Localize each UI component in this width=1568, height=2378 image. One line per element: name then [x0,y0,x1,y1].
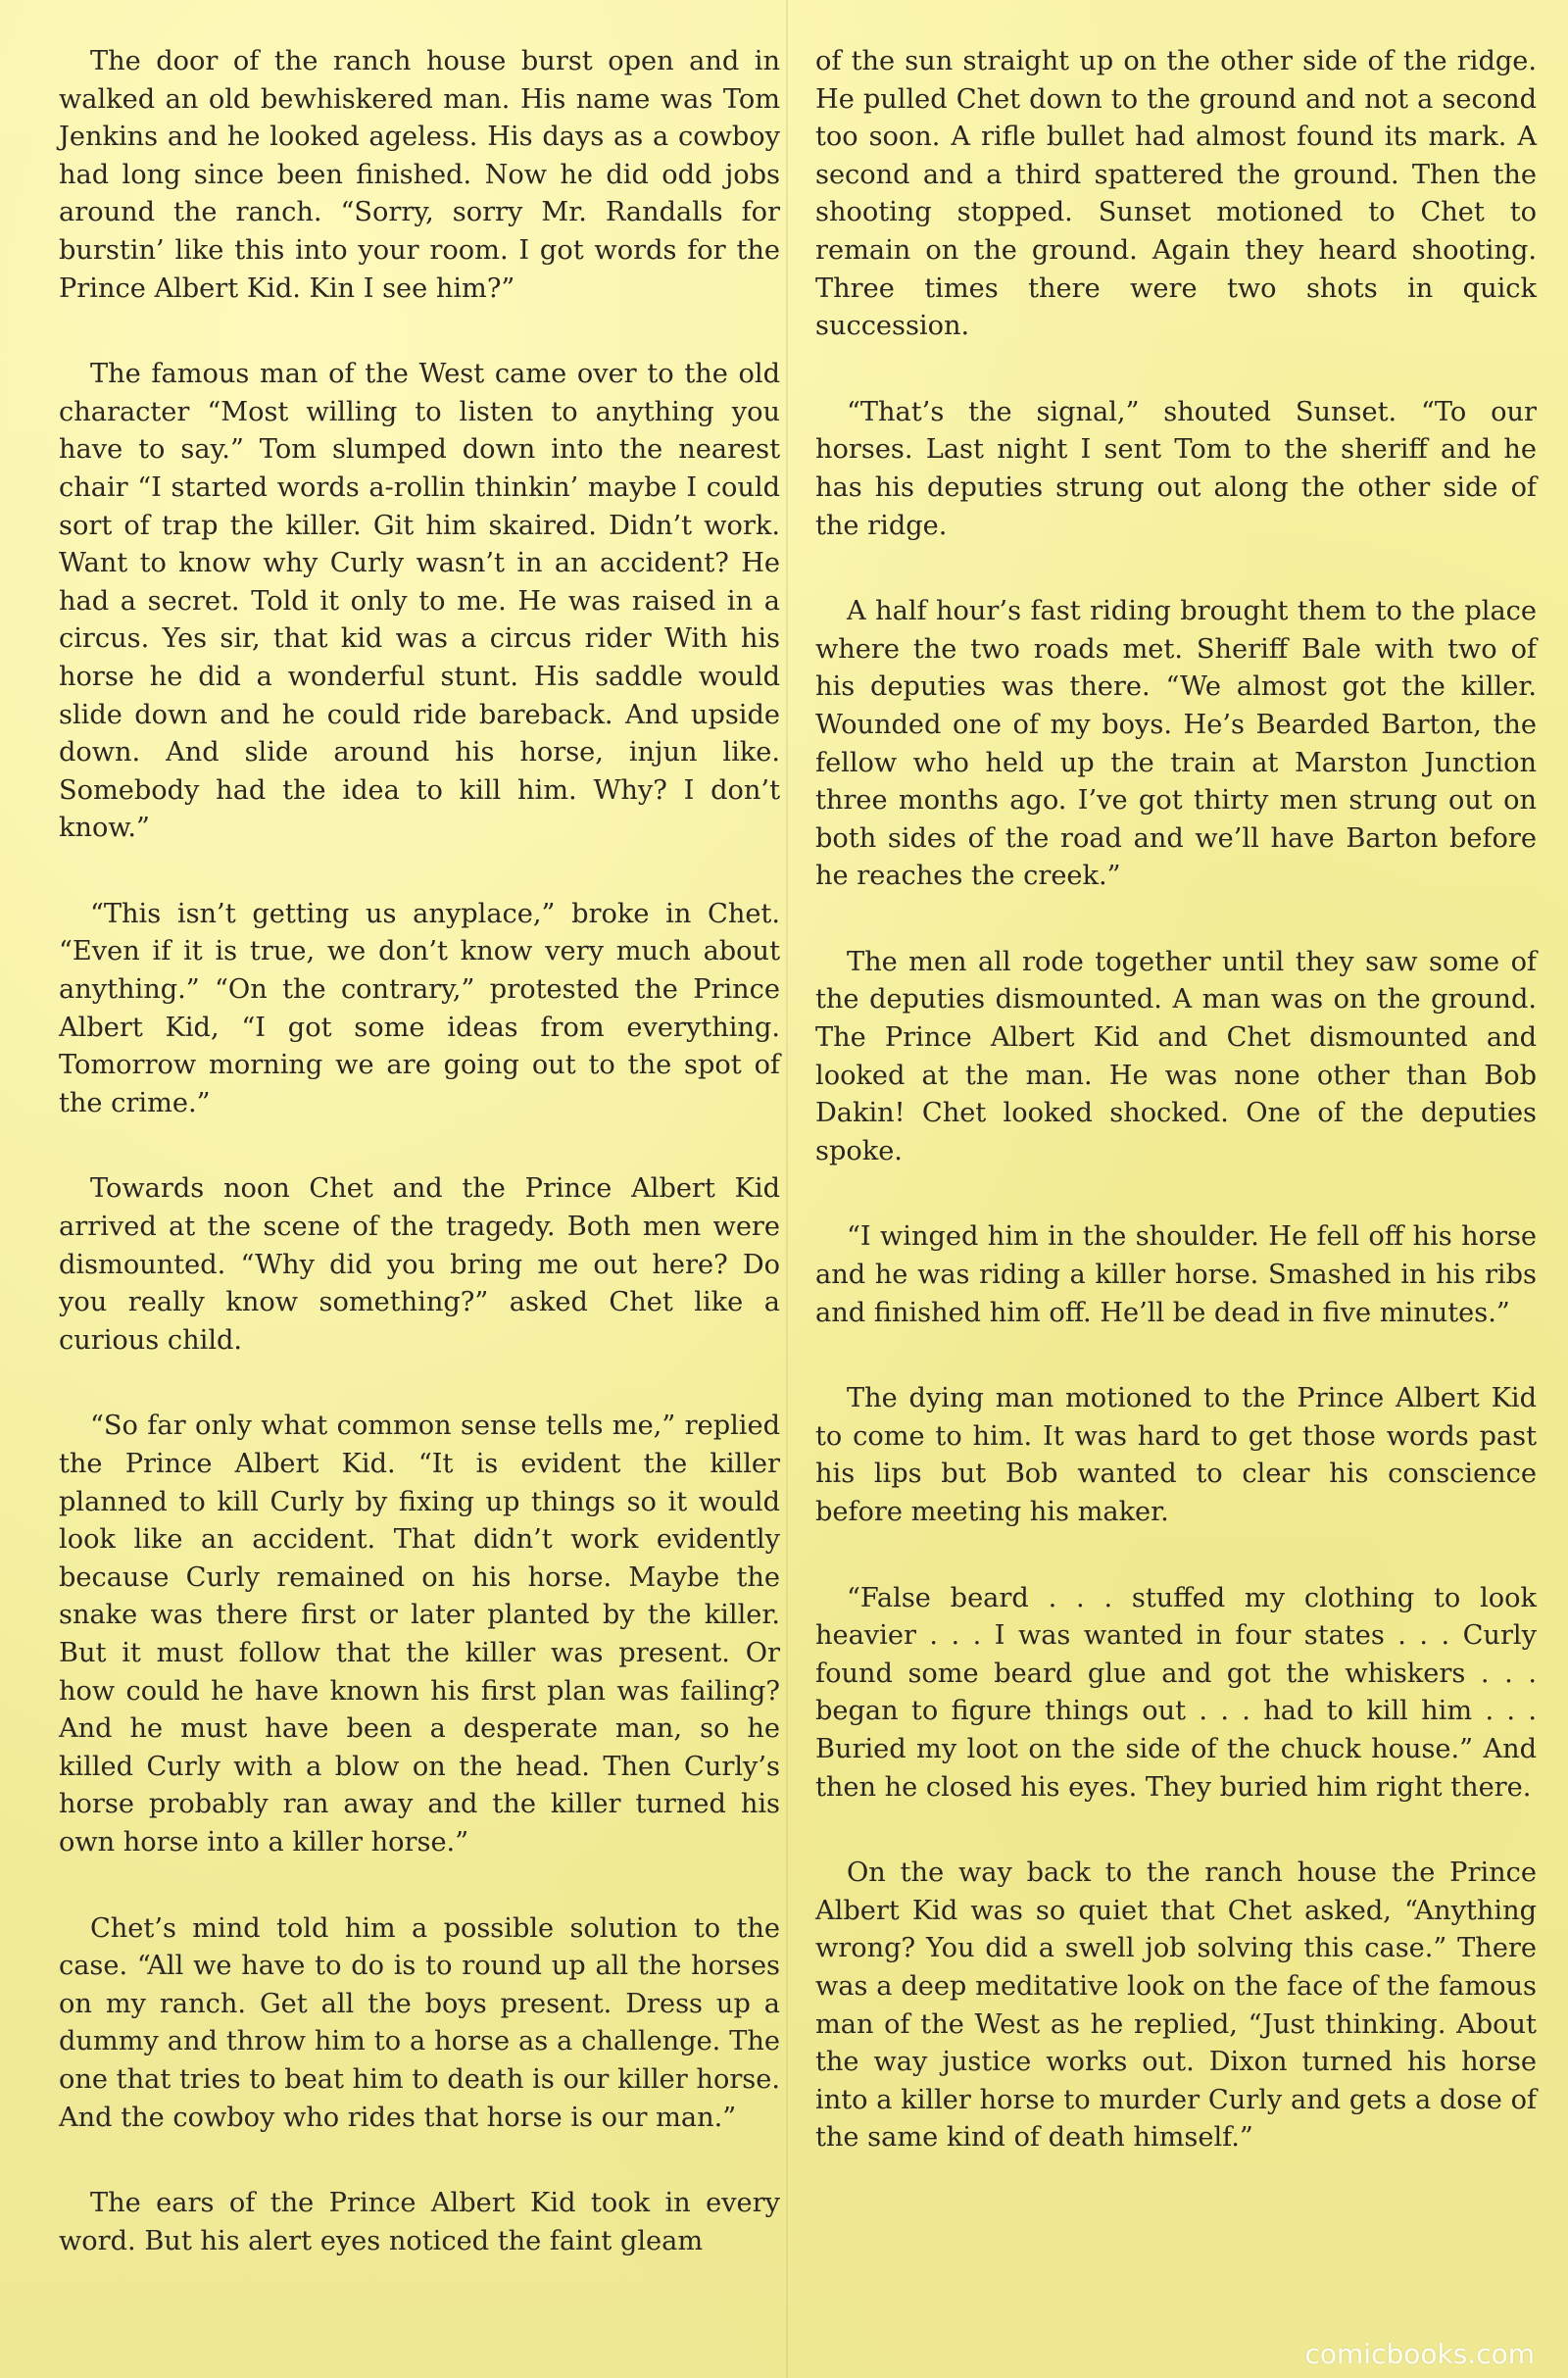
left-column [59,43,780,2308]
paragraph: The dying man motioned to the Prince Albert Kid to come to him. It was hard to get those words past his lips but Bob wanted to clear his conscience before meeting his maker. [815,1383,1537,1527]
paragraph: “This isn’t getting us anyplace,” broke in Chet. “Even if it is true, we don’t know very much about anything.” “On the contrary,” protested the Prince Albert Kid, “I got some ideas from everything. Tomorrow morning we are going out to the spot of the crime.” [59,898,780,1118]
paragraph: On the way back to the ranch house the Prince Albert Kid was so quiet that Chet asked, “Anything wrong? You did a swell job solving this case.” There was a deep meditative look on the face of the famous man of the West as he replied, “Just thinking. About the way justice works out. Dixon turned his horse into a killer horse to murder Curly and gets a dose of the same kind of death himself.” [815,1858,1537,2154]
paragraph: “So far only what common sense tells me,” replied the Prince Albert Kid. “It is evident the killer planned to kill Curly by fixing up things so it would look like an accident. That didn’t work evidently because Curly remained on his horse. Maybe the snake was there first or later planted by the killer. But it must follow that the killer was present. Or how could he have known his first plan was failing? And he must have been a desperate man, so he killed Curly with a blow on the head. Then Curly’s horse probably ran away and the killer turned his own horse into a killer horse.” [59,1411,780,1858]
paragraph: A half hour’s fast riding brought them to the place where the two roads met. Sheriff Bale with two of his deputies was there. “We almost got the killer. Wounded one of my boys. He’s Bearded Barton, the fellow who held up the train at Marston Junction three months ago. I’ve got thirty men strung out on both sides of the road and we’ll have Barton before he reaches the creek.” [815,596,1537,892]
paragraph: “I winged him in the shoulder. He fell off his horse and he was riding a killer horse. Smashed in his ribs and finished him off. He’ll be dead in five minutes.” [815,1221,1537,1328]
column-gutter [786,0,788,2378]
paragraph: Chet’s mind told him a possible solution to the case. “All we have to do is to round up all the horses on my ranch. Get all the boys present. Dress up a dummy and throw him to a horse as a challenge. The one that tries to beat him to death is our killer horse. And the cowboy who rides that horse is our man.” [59,1912,780,2133]
paragraph: Towards noon Chet and the Prince Albert Kid arrived at the scene of the tragedy. Both men were dismounted. “Why did you bring me out here? Do you really know something?” asked Chet like a curious child. [59,1173,780,1356]
right-column [815,43,1537,2205]
paragraph: The door of the ranch house burst open and in walked an old bewhiskered man. His name was Tom Jenkins and he looked ageless. His days as a cowboy had long since been finished. Now he did odd jobs around the ranch. “Sorry, sorry Mr. Randalls for burstin’ like this into your room. I got words for the Prince Albert Kid. Kin I see him?” [59,46,780,304]
paragraph: of the sun straight up on the other side of the ridge. He pulled Chet down to the ground and not a second too soon. A rifle bullet had almost found its mark. A second and a third spattered the ground. Then the shooting stopped. Sunset motioned to Chet to remain on the ground. Again they heard shooting. Three times there were two shots in quick succession. [815,46,1537,342]
site-watermark: comicbooks.com [1304,2338,1535,2370]
paragraph: The ears of the Prince Albert Kid took in every word. But his alert eyes noticed the faint gleam [59,2188,780,2256]
paragraph: “False beard . . . stuffed my clothing to look heavier . . . I was wanted in four states . . . Curly found some beard glue and got the whiskers . . . began to figure things out . . . had to kill him . . . Buried my loot on the side of the chuck house.” And then he closed his eyes. They buried him right there. [815,1582,1537,1803]
paragraph: The men all rode together until they saw some of the deputies dismounted. A man was on the ground. The Prince Albert Kid and Chet dismounted and looked at the man. He was none other than Bob Dakin! Chet looked shocked. One of the deputies spoke. [815,946,1537,1166]
paragraph: The famous man of the West came over to the old character “Most willing to listen to anything you have to say.” Tom slumped down into the nearest chair “I started words a-rollin thinkin’ maybe I could sort of trap the killer. Git him skaired. Didn’t work. Want to know why Curly wasn’t in an accident? He had a secret. Told it only to me. He was raised in a circus. Yes sir, that kid was a circus rider With his horse he did a wonderful stunt. His saddle would slide down and he could ride bareback. And upside down. And slide around his horse, injun like. Somebody had the idea to kill him. Why? I don’t know.” [59,359,780,844]
paragraph: “That’s the signal,” shouted Sunset. “To our horses. Last night I sent Tom to the sheriff and he has his deputies strung out along the other side of the ridge. [815,396,1537,541]
